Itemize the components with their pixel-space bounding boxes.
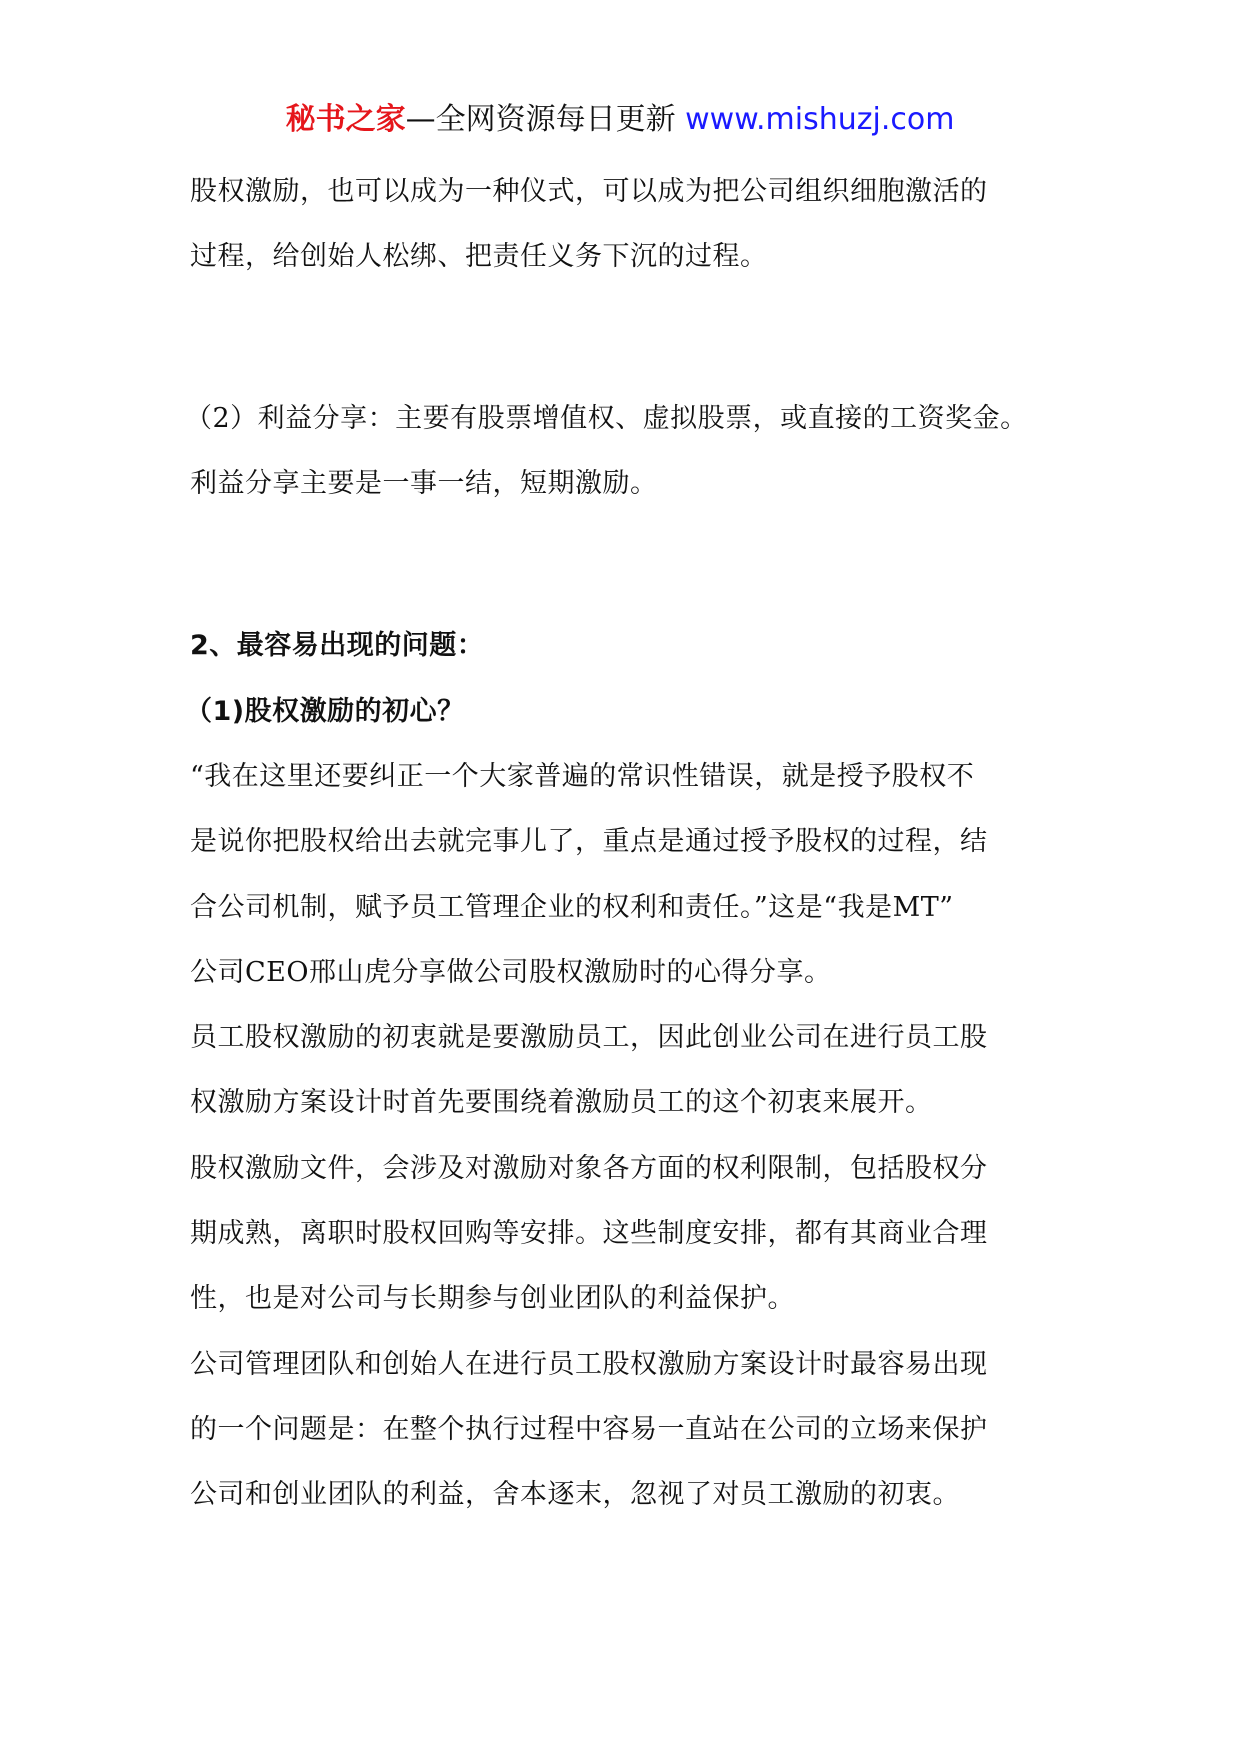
body-line-4: 利益分享主要是一事一结，短期激励。 [190,468,658,499]
subsection-heading: （1)股权激励的初心？ [185,696,465,727]
body-line-15: 性，也是对公司与长期参与创业团队的利益保护。 [190,1283,795,1314]
body-line-3: （2）利益分享：主要有股票增值权、虚拟股票，或直接的工资奖金。 [185,403,1028,434]
body-line-8: 是说你把股权给出去就完事儿了，重点是通过授予股权的过程，结 [190,826,988,857]
body-line-17: 的一个问题是：在整个执行过程中容易一直站在公司的立场来保护 [190,1414,988,1445]
body-line-1: 股权激励，也可以成为一种仪式，可以成为把公司组织细胞激活的 [190,176,988,207]
site-url-link[interactable]: www.mishuzj.com [685,102,955,137]
body-line-2: 过程，给创始人松绑、把责任义务下沉的过程。 [190,241,768,272]
site-header [0,100,1240,140]
body-line-16: 公司管理团队和创始人在进行员工股权激励方案设计时最容易出现 [190,1349,988,1380]
body-line-13: 股权激励文件，会涉及对激励对象各方面的权利限制，包括股权分 [190,1153,988,1184]
body-line-10: 公司CEO邢山虎分享做公司股权激励时的心得分享。 [190,957,832,988]
site-tagline: —全网资源每日更新 [405,102,686,137]
body-line-14: 期成熟，离职时股权回购等安排。这些制度安排，都有其商业合理 [190,1218,988,1249]
body-line-9: 合公司机制，赋予员工管理企业的权利和责任。”这是“我是MT” [190,892,954,923]
site-brand: 秘书之家 [285,102,406,137]
body-line-11: 员工股权激励的初衷就是要激励员工，因此创业公司在进行员工股 [190,1022,988,1053]
body-line-12: 权激励方案设计时首先要围绕着激励员工的这个初衷来展开。 [190,1087,933,1118]
body-line-7: “我在这里还要纠正一个大家普遍的常识性错误，就是授予股权不 [190,761,975,792]
body-line-18: 公司和创业团队的利益，舍本逐末，忽视了对员工激励的初衷。 [190,1479,960,1510]
section-heading: 2、最容易出现的问题： [190,630,485,661]
